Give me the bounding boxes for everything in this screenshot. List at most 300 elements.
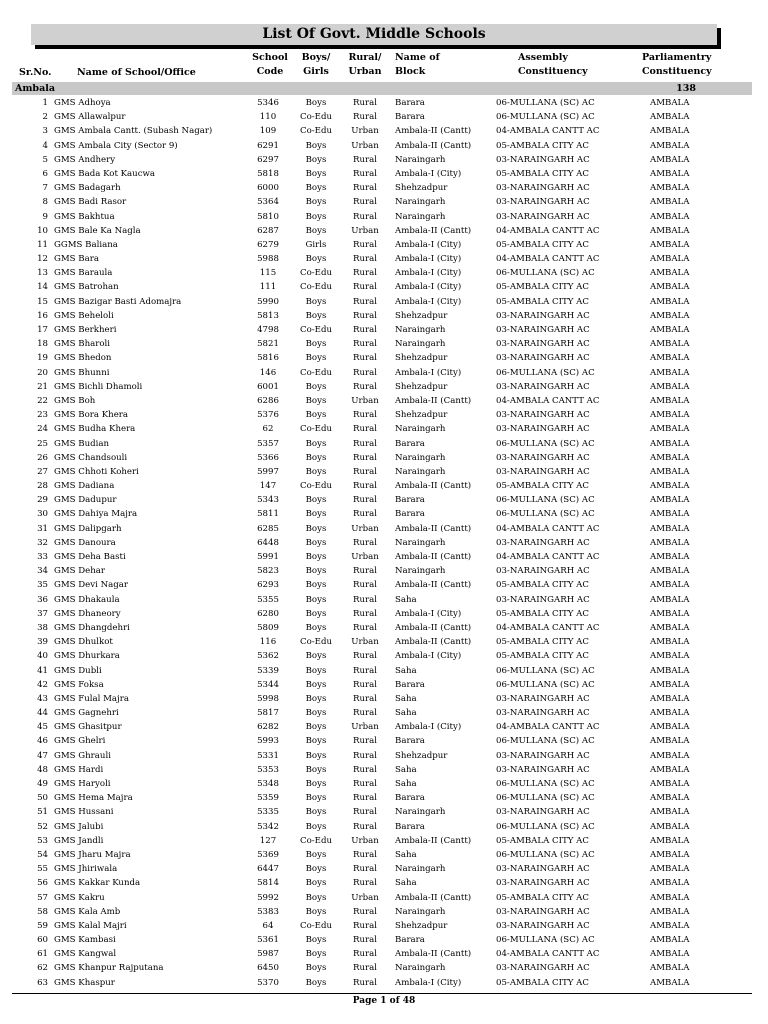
rural-urban-cell: Rural [353, 381, 377, 392]
sr-no-cell: 50 [37, 793, 48, 804]
rural-urban-cell: Urban [351, 722, 379, 733]
rural-urban-cell: Rural [353, 821, 377, 832]
rural-urban-cell: Rural [353, 665, 377, 676]
block-cell: Ambala-I (City) [395, 168, 462, 179]
block-cell: Ambala-I (City) [395, 977, 462, 988]
boys-girls-cell: Boys [305, 594, 327, 605]
assembly-cell: 03-NARAINGARH AC [496, 864, 590, 875]
school-name-cell: GMS Jharu Majra [54, 849, 131, 860]
school-name-cell: GMS Chandsouli [54, 452, 128, 463]
sr-no-cell: 44 [37, 708, 48, 719]
rural-urban-cell: Rural [353, 594, 377, 605]
sr-no-cell: 57 [37, 892, 48, 903]
parliamentary-cell: AMBALA [650, 98, 690, 108]
boys-girls-cell: Boys [305, 197, 327, 208]
school-code-cell: 5362 [257, 651, 279, 662]
rural-urban-cell: Rural [353, 708, 377, 719]
block-cell: Ambala-II (Cantt) [395, 395, 472, 406]
rural-urban-cell: Rural [353, 750, 377, 761]
rural-urban-cell: Rural [353, 977, 377, 988]
sr-no-cell: 38 [37, 622, 48, 633]
assembly-cell: 04-AMBALA CANTT AC [496, 722, 600, 733]
school-name-cell: GMS Ghasitpur [54, 722, 122, 733]
block-cell: Saha [395, 764, 417, 775]
rural-urban-cell: Rural [353, 807, 377, 818]
parliamentary-cell: AMBALA [650, 424, 690, 435]
boys-girls-cell: Co-Edu [300, 126, 332, 137]
sr-no-cell: 3 [42, 126, 48, 137]
boys-girls-cell: Boys [305, 310, 327, 321]
sr-no-cell: 8 [42, 197, 48, 208]
rural-urban-cell: Rural [353, 864, 377, 875]
block-cell: Ambala-II (Cantt) [395, 140, 472, 151]
boys-girls-cell: Boys [305, 622, 327, 633]
boys-girls-cell: Co-Edu [300, 835, 332, 846]
rural-urban-cell: Urban [351, 892, 379, 903]
block-cell: Naraingarh [395, 963, 446, 974]
school-name-cell: GMS Kangwal [54, 949, 117, 960]
school-code-cell: 116 [259, 637, 277, 648]
parliamentary-cell: AMBALA [650, 225, 690, 236]
school-code-cell: 5383 [257, 906, 279, 917]
school-name-cell: GMS Andhery [54, 154, 116, 165]
school-code-cell: 5993 [257, 736, 279, 747]
school-name-cell: GMS Bichli Dhamoli [54, 381, 143, 392]
table-row [12, 961, 752, 975]
boys-girls-cell: Boys [305, 608, 327, 619]
boys-girls-cell: Boys [305, 495, 327, 506]
sr-no-cell: 1 [42, 98, 48, 108]
table-row [12, 876, 752, 890]
parliamentary-cell: AMBALA [650, 963, 690, 974]
boys-girls-cell: Boys [305, 849, 327, 860]
sr-no-cell: 41 [37, 665, 48, 676]
boys-girls-cell: Boys [305, 708, 327, 719]
block-cell: Barara [395, 495, 425, 506]
parliamentary-cell: AMBALA [650, 920, 690, 931]
boys-girls-cell: Boys [305, 537, 327, 548]
sr-no-cell: 62 [37, 963, 48, 974]
footer-divider [12, 993, 752, 994]
block-cell: Ambala-II (Cantt) [395, 580, 472, 591]
parliamentary-cell: AMBALA [650, 835, 690, 846]
school-name-cell: GMS Bhunni [54, 367, 110, 378]
school-name-cell: GMS Jandli [54, 835, 104, 846]
boys-girls-cell: Boys [305, 779, 327, 789]
rural-urban-cell: Rural [353, 481, 377, 492]
rural-urban-cell: Rural [353, 339, 377, 350]
school-name-cell: GMS Badi Rasor [54, 197, 127, 208]
block-cell: Naraingarh [395, 211, 446, 222]
parliamentary-cell: AMBALA [650, 296, 690, 307]
parliamentary-cell: AMBALA [650, 466, 690, 477]
parliamentary-cell: AMBALA [650, 977, 690, 988]
sr-no-cell: 18 [37, 339, 48, 350]
block-cell: Ambala-I (City) [395, 282, 462, 293]
school-name-cell: GMS Hema Majra [54, 793, 133, 804]
rural-urban-cell: Rural [353, 736, 377, 747]
school-name-cell: GMS Jalubi [54, 821, 104, 832]
sr-no-cell: 6 [42, 168, 48, 179]
sr-no-cell: 15 [37, 296, 48, 307]
block-cell: Saha [395, 779, 417, 789]
district-group-bar [12, 82, 752, 95]
boys-girls-cell: Co-Edu [300, 325, 332, 335]
boys-girls-cell: Boys [305, 935, 327, 946]
parliamentary-cell: AMBALA [650, 849, 690, 860]
school-code-cell: 4798 [257, 325, 279, 335]
rural-urban-cell: Rural [353, 154, 377, 165]
school-name-cell: GMS Dehar [54, 566, 106, 577]
school-table-body [12, 96, 752, 990]
assembly-cell: 03-NARAINGARH AC [496, 339, 590, 350]
boys-girls-cell: Boys [305, 395, 327, 406]
boys-girls-cell: Co-Edu [300, 367, 332, 378]
rural-urban-cell: Rural [353, 353, 377, 364]
table-row [12, 976, 752, 990]
block-cell: Naraingarh [395, 864, 446, 875]
assembly-cell: 03-NARAINGARH AC [496, 594, 590, 605]
parliamentary-cell: AMBALA [650, 325, 690, 335]
sr-no-cell: 35 [37, 580, 48, 591]
assembly-cell: 03-NARAINGARH AC [496, 537, 590, 548]
rural-urban-cell: Rural [353, 495, 377, 506]
assembly-cell: 04-AMBALA CANTT AC [496, 552, 600, 562]
header-boys-girls: Boys/ Girls [301, 52, 331, 77]
school-code-cell: 5817 [257, 708, 279, 719]
school-name-cell: GMS Bakhtua [54, 211, 115, 222]
parliamentary-cell: AMBALA [650, 793, 690, 804]
parliamentary-cell: AMBALA [650, 807, 690, 818]
assembly-cell: 03-NARAINGARH AC [496, 452, 590, 463]
block-cell: Naraingarh [395, 566, 446, 577]
school-code-cell: 5361 [257, 935, 279, 946]
sr-no-cell: 26 [37, 452, 48, 463]
boys-girls-cell: Co-Edu [300, 268, 332, 279]
table-row [12, 309, 752, 323]
block-cell: Naraingarh [395, 325, 446, 335]
school-code-cell: 6448 [257, 537, 279, 548]
block-cell: Ambala-II (Cantt) [395, 622, 472, 633]
boys-girls-cell: Boys [305, 509, 327, 520]
sr-no-cell: 47 [37, 750, 48, 761]
block-cell: Saha [395, 878, 417, 889]
boys-girls-cell: Boys [305, 963, 327, 974]
rural-urban-cell: Urban [351, 552, 379, 562]
rural-urban-cell: Rural [353, 438, 377, 449]
boys-girls-cell: Boys [305, 168, 327, 179]
assembly-cell: 05-AMBALA CITY AC [496, 608, 589, 619]
parliamentary-cell: AMBALA [650, 594, 690, 605]
school-name-cell: GMS Dhangdehri [54, 622, 130, 633]
parliamentary-cell: AMBALA [650, 651, 690, 662]
sr-no-cell: 37 [37, 608, 48, 619]
table-row [12, 479, 752, 493]
table-row [12, 238, 752, 252]
school-name-cell: GMS Ghelri [54, 736, 106, 747]
school-code-cell: 5810 [257, 211, 279, 222]
boys-girls-cell: Boys [305, 523, 327, 534]
boys-girls-cell: Boys [305, 949, 327, 960]
parliamentary-cell: AMBALA [650, 679, 690, 690]
school-code-cell: 6293 [257, 580, 279, 591]
rural-urban-cell: Rural [353, 282, 377, 293]
table-row [12, 706, 752, 720]
boys-girls-cell: Boys [305, 466, 327, 477]
rural-urban-cell: Rural [353, 906, 377, 917]
block-cell: Naraingarh [395, 807, 446, 818]
table-row [12, 124, 752, 138]
boys-girls-cell: Boys [305, 410, 327, 421]
assembly-cell: 03-NARAINGARH AC [496, 963, 590, 974]
block-cell: Barara [395, 112, 425, 123]
block-cell: Saha [395, 708, 417, 719]
school-name-cell: GMS Haryoli [54, 779, 111, 789]
block-cell: Naraingarh [395, 537, 446, 548]
block-cell: Shehzadpur [395, 410, 448, 421]
sr-no-cell: 60 [37, 935, 48, 946]
table-row [12, 791, 752, 805]
boys-girls-cell: Boys [305, 878, 327, 889]
block-cell: Barara [395, 509, 425, 520]
parliamentary-cell: AMBALA [650, 764, 690, 775]
sr-no-cell: 39 [37, 637, 48, 648]
sr-no-cell: 53 [37, 835, 48, 846]
table-row [12, 210, 752, 224]
school-name-cell: GMS Bhedon [54, 353, 112, 364]
boys-girls-cell: Boys [305, 764, 327, 775]
header-parliamentary: Parliamentry Constituency [642, 52, 712, 77]
sr-no-cell: 49 [37, 779, 48, 789]
assembly-cell: 04-AMBALA CANTT AC [496, 225, 600, 236]
block-cell: Ambala-I (City) [395, 268, 462, 279]
school-name-cell: GMS Ambala Cantt. (Subash Nagar) [54, 126, 213, 137]
parliamentary-cell: AMBALA [650, 523, 690, 534]
sr-no-cell: 52 [37, 821, 48, 832]
parliamentary-cell: AMBALA [650, 438, 690, 449]
assembly-cell: 06-MULLANA (SC) AC [496, 665, 595, 676]
block-cell: Shehzadpur [395, 920, 448, 931]
block-cell: Ambala-I (City) [395, 296, 462, 307]
block-cell: Ambala-II (Cantt) [395, 552, 472, 562]
school-code-cell: 62 [262, 424, 274, 435]
sr-no-cell: 42 [37, 679, 48, 690]
sr-no-cell: 10 [37, 225, 48, 236]
table-row [12, 195, 752, 209]
table-row [12, 351, 752, 365]
boys-girls-cell: Girls [305, 239, 327, 250]
school-code-cell: 6000 [257, 183, 279, 194]
parliamentary-cell: AMBALA [650, 708, 690, 719]
school-name-cell: GMS Fulal Majra [54, 693, 129, 704]
table-row [12, 763, 752, 777]
table-row [12, 664, 752, 678]
rural-urban-cell: Rural [353, 452, 377, 463]
block-cell: Shehzadpur [395, 750, 448, 761]
assembly-cell: 04-AMBALA CANTT AC [496, 523, 600, 534]
block-cell: Ambala-I (City) [395, 608, 462, 619]
block-cell: Barara [395, 793, 425, 804]
assembly-cell: 03-NARAINGARH AC [496, 920, 590, 931]
school-code-cell: 5331 [257, 750, 279, 761]
boys-girls-cell: Boys [305, 722, 327, 733]
parliamentary-cell: AMBALA [650, 608, 690, 619]
sr-no-cell: 45 [37, 722, 48, 733]
assembly-cell: 03-NARAINGARH AC [496, 183, 590, 194]
parliamentary-cell: AMBALA [650, 339, 690, 350]
school-name-cell: GMS Foksa [54, 679, 104, 690]
block-cell: Ambala-II (Cantt) [395, 225, 472, 236]
assembly-cell: 06-MULLANA (SC) AC [496, 935, 595, 946]
assembly-cell: 05-AMBALA CITY AC [496, 296, 589, 307]
boys-girls-cell: Co-Edu [300, 920, 332, 931]
table-row [12, 947, 752, 961]
rural-urban-cell: Rural [353, 296, 377, 307]
boys-girls-cell: Co-Edu [300, 424, 332, 435]
school-name-cell: GMS Kambasi [54, 935, 116, 946]
school-name-cell: GMS Ambala City (Sector 9) [54, 140, 178, 151]
school-code-cell: 111 [259, 282, 277, 293]
assembly-cell: 05-AMBALA CITY AC [496, 835, 589, 846]
rural-urban-cell: Rural [353, 537, 377, 548]
rural-urban-cell: Rural [353, 764, 377, 775]
parliamentary-cell: AMBALA [650, 481, 690, 492]
sr-no-cell: 34 [37, 566, 48, 577]
sr-no-cell: 28 [37, 481, 48, 492]
school-name-cell: GMS Jhiriwala [54, 864, 118, 875]
assembly-cell: 03-NARAINGARH AC [496, 381, 590, 392]
sr-no-cell: 54 [37, 849, 48, 860]
parliamentary-cell: AMBALA [650, 211, 690, 222]
school-code-cell: 110 [259, 112, 277, 123]
table-row [12, 678, 752, 692]
block-cell: Ambala-II (Cantt) [395, 949, 472, 960]
school-name-cell: GGMS Baliana [54, 239, 118, 250]
assembly-cell: 03-NARAINGARH AC [496, 750, 590, 761]
block-cell: Barara [395, 679, 425, 690]
rural-urban-cell: Rural [353, 325, 377, 335]
table-row [12, 919, 752, 933]
parliamentary-cell: AMBALA [650, 580, 690, 591]
sr-no-cell: 33 [37, 552, 48, 562]
rural-urban-cell: Rural [353, 268, 377, 279]
block-cell: Naraingarh [395, 466, 446, 477]
rural-urban-cell: Rural [353, 509, 377, 520]
school-name-cell: GMS Badagarh [54, 183, 121, 194]
assembly-cell: 05-AMBALA CITY AC [496, 637, 589, 648]
table-row [12, 366, 752, 380]
sr-no-cell: 11 [37, 239, 48, 250]
parliamentary-cell: AMBALA [650, 381, 690, 392]
block-cell: Saha [395, 693, 417, 704]
rural-urban-cell: Rural [353, 239, 377, 250]
rural-urban-cell: Urban [351, 126, 379, 137]
school-name-cell: GMS Beheloli [54, 310, 114, 321]
sr-no-cell: 19 [37, 353, 48, 364]
assembly-cell: 03-NARAINGARH AC [496, 878, 590, 889]
parliamentary-cell: AMBALA [650, 268, 690, 279]
rural-urban-cell: Rural [353, 793, 377, 804]
sr-no-cell: 46 [37, 736, 48, 747]
table-row [12, 394, 752, 408]
assembly-cell: 06-MULLANA (SC) AC [496, 509, 595, 520]
block-cell: Barara [395, 736, 425, 747]
parliamentary-cell: AMBALA [650, 154, 690, 165]
school-code-cell: 5816 [257, 353, 279, 364]
rural-urban-cell: Urban [351, 835, 379, 846]
school-name-cell: GMS Ghrauli [54, 750, 111, 761]
rural-urban-cell: Rural [353, 693, 377, 704]
school-name-cell: GMS Bada Kot Kaucwa [54, 168, 155, 179]
boys-girls-cell: Co-Edu [300, 112, 332, 123]
school-name-cell: GMS Budian [54, 438, 110, 449]
rural-urban-cell: Rural [353, 949, 377, 960]
school-code-cell: 5823 [257, 566, 279, 577]
rural-urban-cell: Rural [353, 98, 377, 108]
school-code-cell: 6291 [257, 140, 279, 151]
boys-girls-cell: Boys [305, 651, 327, 662]
school-name-cell: GMS Khanpur Rajputana [54, 963, 164, 974]
school-code-cell: 5364 [257, 197, 279, 208]
assembly-cell: 06-MULLANA (SC) AC [496, 679, 595, 690]
school-code-cell: 5809 [257, 622, 279, 633]
sr-no-cell: 13 [37, 268, 48, 279]
boys-girls-cell: Co-Edu [300, 481, 332, 492]
assembly-cell: 05-AMBALA CITY AC [496, 651, 589, 662]
school-name-cell: GMS Dalipgarh [54, 523, 122, 534]
school-code-cell: 5998 [257, 693, 279, 704]
rural-urban-cell: Rural [353, 849, 377, 860]
table-row [12, 465, 752, 479]
assembly-cell: 06-MULLANA (SC) AC [496, 367, 595, 378]
assembly-cell: 03-NARAINGARH AC [496, 466, 590, 477]
boys-girls-cell: Boys [305, 339, 327, 350]
block-cell: Naraingarh [395, 424, 446, 435]
block-cell: Ambala-I (City) [395, 239, 462, 250]
table-row [12, 96, 752, 110]
table-row [12, 451, 752, 465]
school-name-cell: GMS Chhoti Koheri [54, 466, 139, 477]
sr-no-cell: 43 [37, 693, 48, 704]
rural-urban-cell: Rural [353, 367, 377, 378]
assembly-cell: 04-AMBALA CANTT AC [496, 622, 600, 633]
rural-urban-cell: Rural [353, 779, 377, 789]
rural-urban-cell: Rural [353, 112, 377, 123]
parliamentary-cell: AMBALA [650, 282, 690, 293]
parliamentary-cell: AMBALA [650, 821, 690, 832]
rural-urban-cell: Rural [353, 878, 377, 889]
school-code-cell: 5359 [257, 793, 279, 804]
boys-girls-cell: Boys [305, 665, 327, 676]
rural-urban-cell: Rural [353, 651, 377, 662]
rural-urban-cell: Rural [353, 183, 377, 194]
table-row [12, 834, 752, 848]
parliamentary-cell: AMBALA [650, 750, 690, 761]
assembly-cell: 06-MULLANA (SC) AC [496, 779, 595, 789]
table-row [12, 493, 752, 507]
parliamentary-cell: AMBALA [650, 622, 690, 633]
school-code-cell: 5988 [257, 254, 279, 265]
district-name: Ambala [15, 83, 55, 94]
assembly-cell: 04-AMBALA CANTT AC [496, 254, 600, 265]
parliamentary-cell: AMBALA [650, 552, 690, 562]
parliamentary-cell: AMBALA [650, 310, 690, 321]
parliamentary-cell: AMBALA [650, 395, 690, 406]
school-code-cell: 5357 [257, 438, 279, 449]
school-name-cell: GMS Dahiya Majra [54, 509, 138, 520]
assembly-cell: 06-MULLANA (SC) AC [496, 821, 595, 832]
assembly-cell: 06-MULLANA (SC) AC [496, 793, 595, 804]
